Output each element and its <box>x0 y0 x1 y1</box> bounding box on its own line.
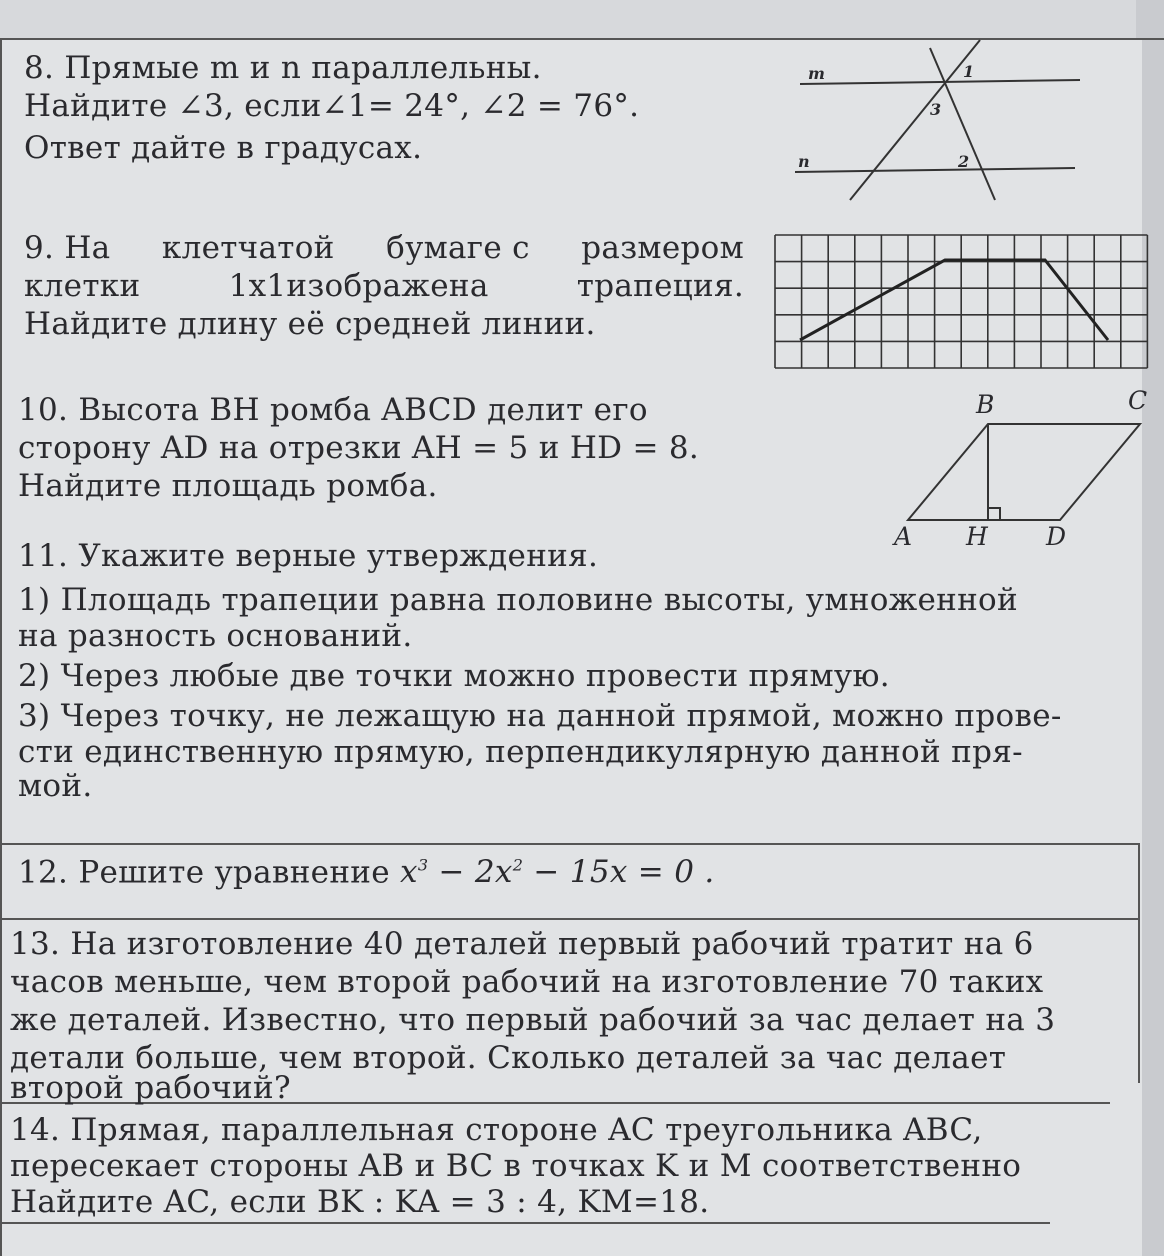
label-angle-3: 3 <box>930 100 942 119</box>
label-b: B <box>976 390 995 419</box>
line-m <box>800 80 1080 84</box>
task-11-s3-line-2: сти единственную прямую, перпендикулярную данной пря- <box>18 734 1023 770</box>
task-13-line-3: же деталей. Известно, что первый рабочий за час делает на 3 <box>10 1002 1056 1038</box>
right-angle-mark <box>988 508 1000 520</box>
eq-exp-3: 3 <box>417 856 429 875</box>
task-11-title: 11. Укажите верные утверждения. <box>18 538 599 574</box>
task-10-line-2: сторону AD на отрезки AH = 5 и HD = 8. <box>18 430 700 466</box>
eq-exp-2: 2 <box>512 856 524 875</box>
eq-rest: − 15x = 0 . <box>533 854 715 891</box>
label-n: n <box>798 152 810 171</box>
task-9-line-2a: клетки <box>24 268 141 304</box>
parallel-lines-figure <box>795 40 1080 200</box>
task-8-line-1: 8. Прямые m и n параллельны. <box>24 50 542 86</box>
task-11-s3-line-1: 3) Через точку, не лежащую на данной прямой, можно прове- <box>18 698 1062 734</box>
task-9-line-1c: бумаге с <box>386 230 530 266</box>
task-9-line-1b: клетчатой <box>161 230 335 266</box>
eq-x1: x <box>400 854 418 891</box>
rhombus-abcd <box>908 424 1140 520</box>
eq-term-2: − 2x <box>438 854 513 891</box>
task-9-line-1a: 9. На <box>24 230 111 266</box>
task-9-line-2b: 1x1изображена <box>228 268 489 304</box>
task-10-line-1: 10. Высота BH ромба ABCD делит его <box>18 392 648 428</box>
line-n <box>795 168 1075 172</box>
task-14-line-2: пересекает стороны AB и BC в точках K и M соответственно <box>10 1148 1022 1184</box>
label-h: H <box>966 522 988 551</box>
label-angle-2: 2 <box>958 152 970 171</box>
task-13-line-2: часов меньше, чем второй рабочий на изготовление 70 таких <box>10 964 1044 1000</box>
label-m: m <box>808 64 825 83</box>
label-c: C <box>1128 386 1148 415</box>
task-8-line-3: Ответ дайте в градусах. <box>24 130 423 166</box>
label-a: A <box>894 522 913 551</box>
task-11-s1-line-2: на разность оснований. <box>18 618 413 654</box>
task-13-line-5: второй рабочий? <box>10 1070 291 1106</box>
task-11-s1-line-1: 1) Площадь трапеции равна половине высоты, умноженной <box>18 582 1018 618</box>
task-14-line-1: 14. Прямая, параллельная стороне AC треугольника ABC, <box>10 1112 983 1148</box>
trapezoid <box>800 260 1108 340</box>
task-14-line-3: Найдите AC, если BK : KA = 3 : 4, KM=18. <box>10 1184 710 1220</box>
grid-paper <box>775 235 1147 368</box>
task-9-line-3: Найдите длину её средней линии. <box>24 306 596 342</box>
task-9-line-1d: размером <box>581 230 744 266</box>
label-d: D <box>1046 522 1067 551</box>
task-12-prefix: 12. Решите уравнение <box>18 854 401 891</box>
task-13-line-1: 13. На изготовление 40 деталей первый рабочий тратит на 6 <box>10 926 1034 962</box>
task-10-line-3: Найдите площадь ромба. <box>18 468 438 504</box>
task-8-line-2: Найдите ∠3, если∠1= 24°, ∠2 = 76°. <box>24 88 640 124</box>
task-9-line-2c: трапеция. <box>576 268 744 304</box>
task-11-s2: 2) Через любые две точки можно провести прямую. <box>18 658 890 694</box>
task-13-line-4: детали больше, чем второй. Сколько деталей за час делает <box>10 1040 1007 1076</box>
task-11-s3-line-3: мой. <box>18 768 93 804</box>
label-angle-1: 1 <box>963 62 975 81</box>
rhombus-figure <box>908 424 1140 520</box>
